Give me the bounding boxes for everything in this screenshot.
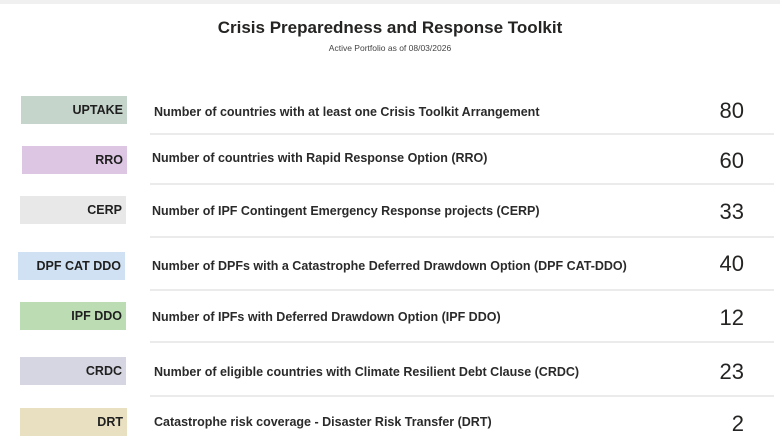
tag-cerp: CERP [20, 196, 126, 224]
metric-value: 40 [719, 251, 744, 276]
metric-value: 33 [719, 199, 744, 224]
tag-dpf-cat-ddo: DPF CAT DDO [18, 252, 125, 280]
metric-value: 2 [731, 411, 744, 436]
metric-value: 23 [719, 359, 744, 384]
metric-row-uptake [0, 88, 780, 136]
top-border [0, 0, 780, 4]
metric-row-dpf-cat-ddo [0, 240, 780, 288]
row-divider [150, 395, 774, 397]
page-subtitle: Active Portfolio as of 08/03/2026 [328, 43, 452, 53]
metric-description: Number of countries with Rapid Response Option (RRO) [152, 151, 488, 165]
metric-row-cerp [0, 186, 780, 234]
tag-ipf-ddo: IPF DDO [20, 302, 126, 330]
metric-value: 80 [719, 98, 744, 123]
metric-description: Number of countries with at least one Crisis Toolkit Arrangement [154, 105, 540, 119]
row-divider [150, 341, 774, 343]
tag-uptake: UPTAKE [21, 96, 127, 124]
row-divider [150, 289, 774, 291]
row-divider [150, 236, 774, 238]
row-divider [150, 133, 774, 135]
tag-rro: RRO [22, 146, 127, 174]
metric-row-ipf-ddo [0, 293, 780, 341]
metric-description: Number of IPFs with Deferred Drawdown Option (IPF DDO) [152, 310, 501, 324]
tag-crdc: CRDC [20, 357, 126, 385]
metric-description: Catastrophe risk coverage - Disaster Risk Transfer (DRT) [154, 415, 492, 429]
metric-description: Number of IPF Contingent Emergency Response projects (CERP) [152, 204, 540, 218]
metric-value: 12 [719, 305, 744, 330]
row-divider [150, 183, 774, 185]
tag-drt: DRT [20, 408, 127, 436]
metric-row-crdc [0, 345, 780, 393]
metric-description: Number of DPFs with a Catastrophe Deferred Drawdown Option (DPF CAT-DDO) [152, 259, 627, 273]
metric-row-rro [0, 136, 780, 184]
metric-value: 60 [719, 148, 744, 173]
page-title: Crisis Preparedness and Response Toolkit [217, 18, 563, 37]
metric-description: Number of eligible countries with Climate Resilient Debt Clause (CRDC) [154, 365, 580, 379]
